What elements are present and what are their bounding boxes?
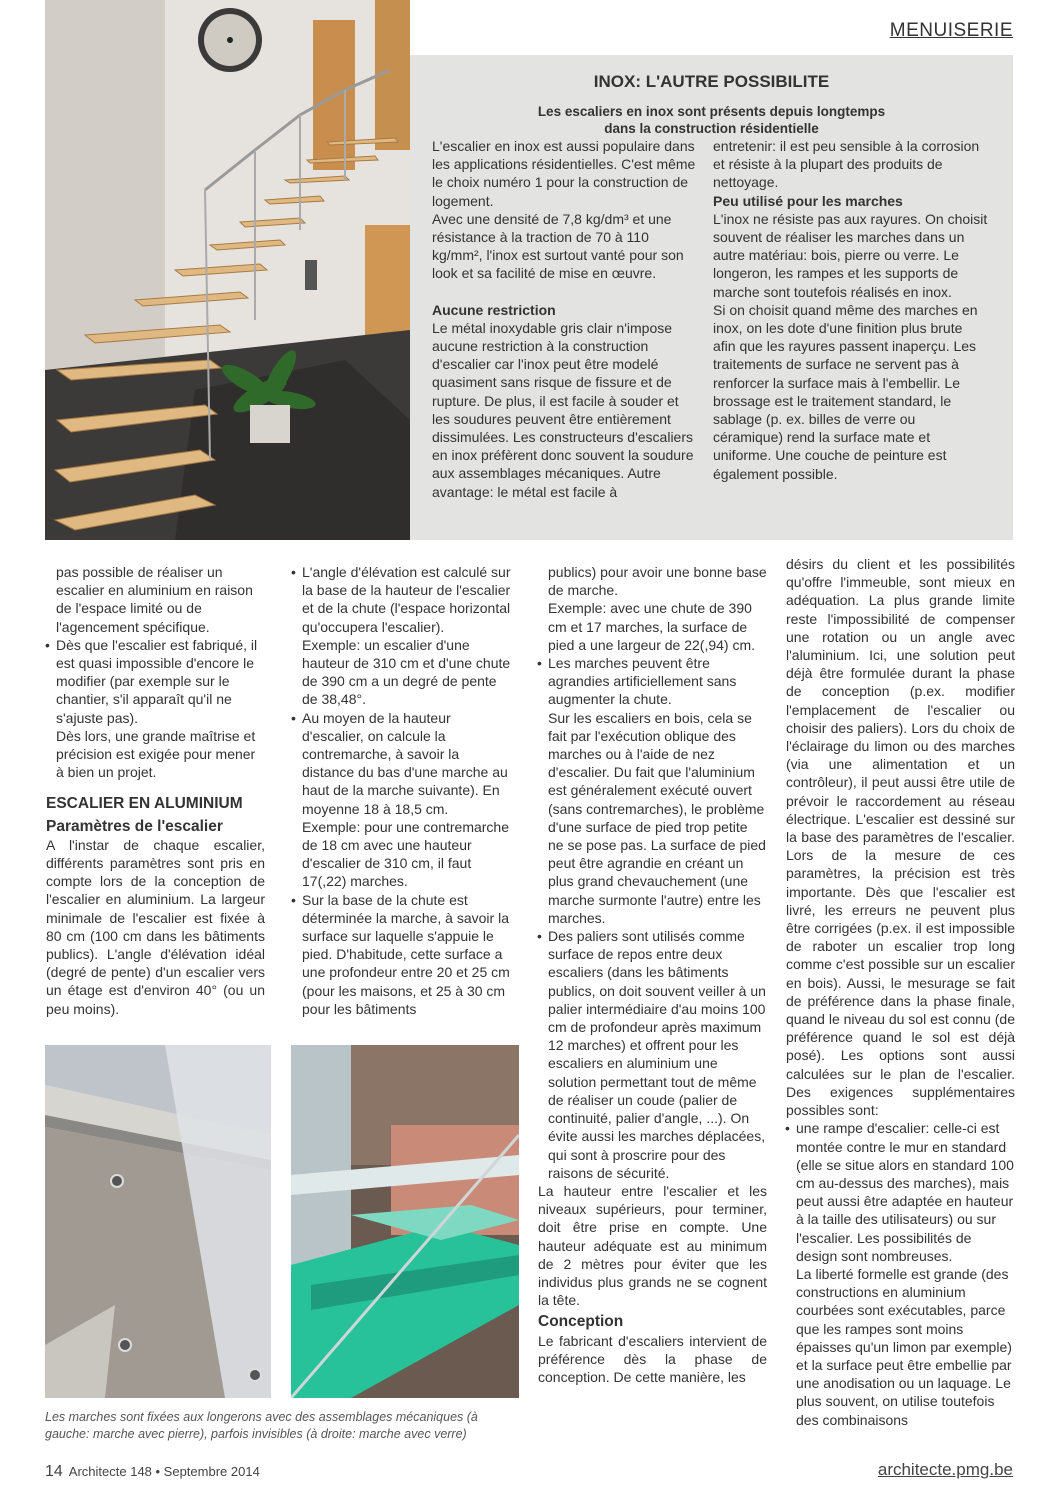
page-number: 14 <box>45 1463 63 1480</box>
sidebar-subtitle <box>410 103 1013 137</box>
paragraph: Exemple: avec une chute de 390 cm et 17 marches, la surface de pied a une largeur de 22(,94) cm. <box>548 600 756 653</box>
subheading: Paramètres de l'escalier <box>46 817 223 835</box>
bullet-item: • Les marches peuvent être agrandies artificiellement sans augmenter la chute. <box>538 654 767 709</box>
sidebar-subheading: Aucune restriction <box>432 301 556 318</box>
sidebar-subtitle-line: Les escaliers en inox sont présents depuis longtemps <box>537 104 886 119</box>
sidebar-column-1 <box>432 137 697 501</box>
section-heading: ESCALIER EN ALUMINIUM <box>46 795 243 813</box>
sidebar-title: INOX: L'AUTRE POSSIBILITE <box>593 72 830 91</box>
bullet-item: • Au moyen de la hauteur d'escalier, on calcule la contremarche, à savoir la distance du bas d'une marche au haut de la marche suivante). En moyenne 18 à 18,5 cm. <box>292 709 514 818</box>
sidebar-paragraph: Si on choisit quand même des marches en inox, on les dote d'une finition plus brute afin que les rayures passent inaperçu. Les traitements de surface ne servent pas à renforcer la surface mais à l'embellir. Le brossage est le traitement standard, le sablage (p. ex. billes de verre ou céramique) rend la surface mate et uniforme. Une couche de peinture est également possible. <box>713 301 978 482</box>
sidebar-subheading: Peu utilisé pour les marches <box>713 192 903 209</box>
staircase-photo <box>45 0 410 540</box>
sidebar-paragraph: L'escalier en inox est aussi populaire dans les applications résidentielles. C'est même le choix numéro 1 pour la construction de logement. <box>432 138 696 209</box>
bullet-item: • L'angle d'élévation est calculé sur la base de la hauteur de l'escalier et de la chute (l'espace horizontal qu'occupera l'escalier). <box>292 563 514 636</box>
bullet-item: • une rampe d'escalier: celle-ci est montée contre le mur en standard (elle se situe alors en standard 100 cm au-dessus des marches), mais peut aussi être adaptée en hauteur à la taille des utilisateurs) ou sur l'escalier. Les possibilités de design sont nombreuses. <box>786 1119 1015 1265</box>
footer-folio <box>45 1463 260 1481</box>
paragraph: publics) pour avoir une bonne base de marche. <box>548 564 767 599</box>
paragraph: Sur les escaliers en bois, cela se fait par l'exécution oblique des marches ou à l'aide de nez d'escalier. Du fait que l'aluminium est généralement exécuté ouvert (sans contremarches), le problème d'une surface de pied trop petite ne se pose pas. La surface de pied peut être agrandie en créant un plus grand chevauchement (une marche surmonte l'autre) entre les marches. <box>548 709 766 926</box>
glass-step-photo <box>291 1045 519 1398</box>
paragraph: Le fabricant d'escaliers intervient de préférence dès la phase de conception. De cette manière, les <box>538 1332 767 1385</box>
paragraph: pas possible de réaliser un escalier en aluminium en raison de l'espace limité ou de l'agencement spécifique. <box>56 564 253 635</box>
paragraph: A l'instar de chaque escalier, différents paramètres sont pris en compte lors de la conception de l'escalier en aluminium. La largeur minimale de l'escalier est fixée à 80 cm (100 cm dans les bâtiments publics). L'angle d'élévation idéal (degré de pente) d'un escalier vers un étage est d'environ 40° (ou un peu moins). <box>46 836 265 1017</box>
section-tag: MENUISERIE <box>889 20 1013 41</box>
paragraph: Dès lors, une grande maîtrise et précision est exigée pour mener à bien un projet. <box>56 727 256 781</box>
issue-info: Architecte 148 • Septembre 2014 <box>68 1464 260 1479</box>
site-link[interactable]: architecte.pmg.be <box>877 1460 1013 1479</box>
sidebar-subtitle-line: dans la construction résidentielle <box>604 121 819 136</box>
article-column-4 <box>786 555 1015 1429</box>
bullet-item: • Dès que l'escalier est fabriqué, il est quasi impossible d'encore le modifier (par exemple sur le chantier, s'il apparaît qu'il ne s'ajuste pas). <box>46 636 265 727</box>
paragraph: désirs du client et les possibilités qu'offre l'immeuble, sont mieux en adéquation. La plus grande limite reste l'impossibilité de compenser une rotation ou un angle avec l'aluminium. Ici, une solution peut déjà être formulée durant la phase de conception (p.ex. modifier l'emplacement de l'escalier ou choisir des paliers). Lors du choix de l'éclairage du limon ou des marches (via une alimentation et un contrôleur), il peut aussi être utile de prévoir le raccordement au réseau électrique. L'escalier est dessiné sur la base des paramètres de l'escalier. Lors de la mesure de ces paramètres, la précision est très importante. Dès que l'escalier est livré, les erreurs ne peuvent plus être corrigées (p.ex. il est impossible de raboter un escalier trop long comme c'est possible sur un escalier en bois). Aussi, le mesurage se fait de préférence dans la phase finale, quand le niveau du sol est connu (de préférence quand le sol est déjà posé). Les options sont aussi calculées sur le plan de l'escalier. Des exigences supplémentaires possibles sont: <box>786 556 1015 1119</box>
paragraph: La liberté formelle est grande (des constructions en aluminium courbées sont exécutables, parce que les rampes sont moins épaisses qu'un limon par exemple) et la surface peut être embellie par une anodisation ou un laquage. Le plus souvent, on utilise toutefois des combinaisons <box>796 1265 1012 1428</box>
bullet-item: • Sur la base de la chute est déterminée la marche, à savoir la surface sur laquelle s'appuie le pied. D'habitude, cette surface a une profondeur entre 20 et 25 cm (pour les maisons, et 25 à 30 cm pour les bâtiments <box>292 891 514 1018</box>
paragraph: Exemple: pour une contremarche de 18 cm avec une hauteur d'escalier de 310 cm, il faut 17(,22) marches. <box>302 818 509 890</box>
article-column-1 <box>46 563 265 1018</box>
article-column-2 <box>292 563 514 1018</box>
sidebar-column-2 <box>713 137 988 483</box>
sidebar-paragraph: Le métal inoxydable gris clair n'impose aucune restriction à la construction d'escalier car l'inox peut être modelé quasiment sans risque de fissure et de rupture. De plus, il est facile à souder et les soudures peuvent être entièrement dissimulées. Les constructeurs d'escaliers en inox préfèrent donc souvent la soudure aux assemblages mécaniques. Autre avantage: le métal est facile à <box>432 319 694 500</box>
paragraph: Exemple: un escalier d'une hauteur de 310 cm et d'une chute de 390 cm a un degré de pente de 38,48°. <box>302 636 511 708</box>
photo-caption: Les marches sont fixées aux longerons avec des assemblages mécaniques (à gauche: marche avec pierre), parfois invisibles (à droite: marche avec verre) <box>45 1410 478 1441</box>
article-column-3 <box>538 563 767 1386</box>
bullet-item: • Des paliers sont utilisés comme surface de repos entre deux escaliers (dans les bâtiments publics, on doit souvent veiller à un palier intermédiaire d'au moins 100 cm de profondeur après maximum 12 marches) et offrent pour les escaliers en aluminium une solution permettant tout de même de réaliser un coude (palier de continuité, palier d'angle, ...). On évite aussi les marches déplacées, qui sont à proscrire pour des raisons de sécurité. <box>538 927 767 1182</box>
sidebar-paragraph: L'inox ne résiste pas aux rayures. On choisit souvent de réaliser les marches dans un autre matériau: bois, pierre ou verre. Le longeron, les rampes et les supports de marche sont toutefois réalisés en inox. <box>713 210 988 300</box>
sidebar-paragraph: Avec une densité de 7,8 kg/dm³ et une résistance à la traction de 70 à 110 kg/mm², l'inox est surtout vanté pour son look et sa facilité de mise en œuvre. <box>432 210 684 282</box>
paragraph: La hauteur entre l'escalier et les niveaux supérieurs, pour terminer, doit être prise en compte. Une hauteur adéquate est au minimum de 2 mètres pour éviter que les individus plus grands ne se cognent la tête. <box>538 1182 767 1309</box>
stone-step-photo <box>45 1045 271 1398</box>
sidebar-paragraph: entretenir: il est peu sensible à la corrosion et résiste à la plupart des produits de nettoyage. <box>713 138 980 191</box>
subheading: Conception <box>538 1313 624 1331</box>
